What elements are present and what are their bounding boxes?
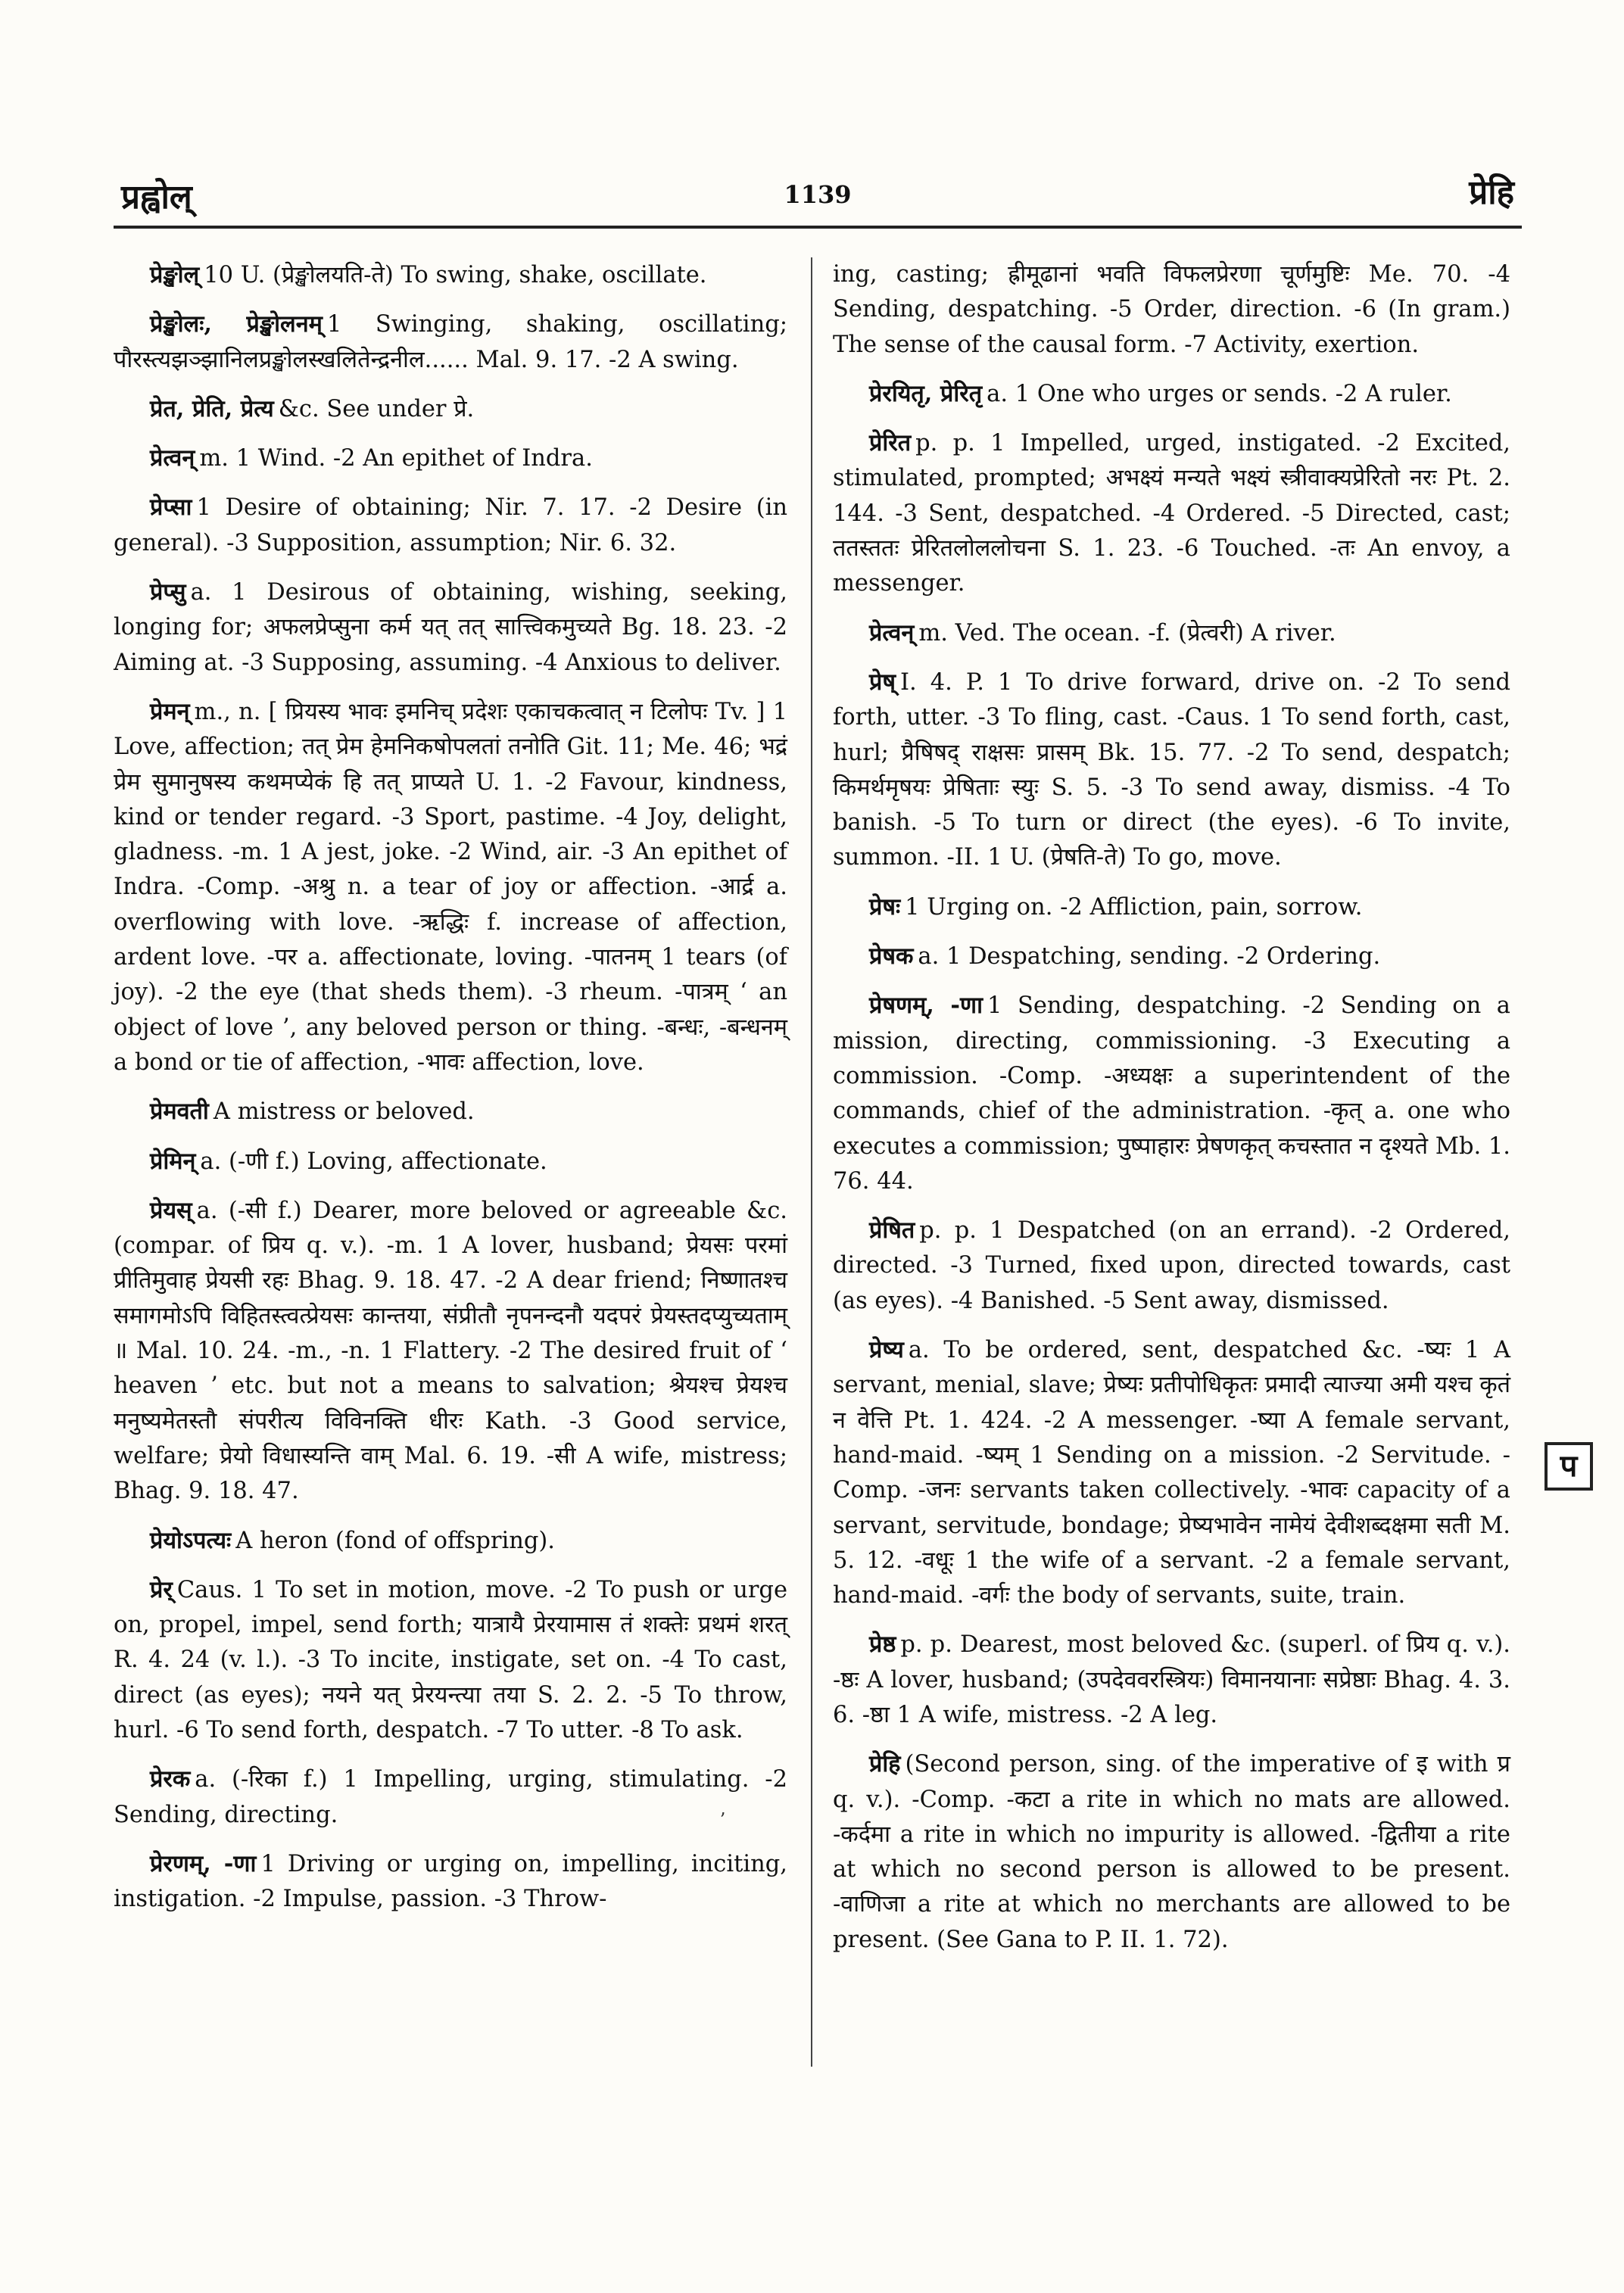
- entry-headword: प्रेष्ठ: [869, 1631, 896, 1659]
- entry-definition: p. p. 1 Despatched (on an errand). -2 Ordered, directed. -3 Turned, fixed upon, directed towards, cast (as eyes). -4 Banished. -5 Sent away, dismissed.: [833, 1217, 1510, 1314]
- entry-headword: प्रेत्वन्: [869, 618, 915, 646]
- dictionary-entry: [114, 441, 787, 476]
- entry-definition: m. 1 Wind. -2 An epithet of Indra.: [199, 445, 593, 472]
- page-number: 1139: [784, 180, 852, 209]
- entry-headword: प्रेङ्खोलः, प्रेङ्खोलनम्: [150, 310, 323, 338]
- dictionary-entry: [114, 1572, 787, 1748]
- entry-definition: Caus. 1 To set in motion, move. -2 To push or urge on, propel, impel, send forth; यात्रायै प्रेरयामास तं शक्तेः प्रथमं शरत् R. 4. 24 (v. l.). -3 To incite, instigate, set on. -4 To cast, direct (as eyes); नयने यत् प्रेरयन्त्या तया S. 2. 2. -5 To throw, hurl. -6 To send forth, despatch. -7 To utter. -8 To ask.: [114, 1576, 787, 1743]
- running-headword-right: प्रेहि: [1469, 173, 1514, 212]
- entry-headword: प्रेर्: [150, 1575, 173, 1603]
- column-divider: [811, 257, 812, 2067]
- entry-headword: प्रेङ्खोल्: [150, 261, 200, 288]
- dictionary-entry: [114, 391, 787, 427]
- entry-headword: प्रेमन्: [150, 697, 190, 725]
- entry-definition: A mistress or beloved.: [213, 1098, 475, 1126]
- entry-headword: प्रेरित: [869, 429, 912, 457]
- dictionary-entry: [833, 1627, 1510, 1733]
- entry-definition: a. 1 One who urges or sends. -2 A ruler.: [987, 380, 1452, 407]
- dictionary-entry: [833, 889, 1510, 925]
- left-column: [114, 257, 787, 1930]
- entry-headword: प्रेषक: [869, 942, 914, 970]
- entry-definition: m. Ved. The ocean. -f. (प्रेत्वरी) A river.: [918, 619, 1336, 646]
- header-rule: [114, 226, 1522, 229]
- entry-definition: p. p. 1 Impelled, urged, instigated. -2 Excited, stimulated, prompted; अभक्ष्यं मन्यते भक्ष्यं स्त्रीवाक्यप्रेरितो नरः Pt. 2. 144. -3 Sent, despatched. -4 Ordered. -5 Directed, cast; ततस्ततः प्रेरितलोललोचना S. 1. 23. -6 Touched. -तः An envoy, a messenger.: [833, 430, 1510, 597]
- entry-definition: I. 4. P. 1 To drive forward, drive on. -2 To send forth, utter. -3 To fling, cast. -Caus. 1 To send forth, cast, hurl; प्रैषिषद् राक्षसः प्रासम् Bk. 15. 77. -2 To send, despatch; किमर्थमृषयः प्रेषिताः स्युः S. 5. -3 To send away, dismiss. -4 To banish. -5 To turn or direct (the eyes). -6 To invite, summon. -II. 1 U. (प्रेषति-ते) To go, move.: [833, 668, 1510, 871]
- dictionary-entry: [833, 376, 1510, 412]
- dictionary-entry: [114, 694, 787, 1080]
- dictionary-entry: [833, 665, 1510, 876]
- entry-definition: a. (-णी f.) Loving, affectionate.: [200, 1148, 547, 1175]
- dictionary-entry: [833, 257, 1510, 363]
- entry-headword: प्रेषणम्, -णा: [869, 992, 983, 1020]
- thumb-index-tab: प: [1545, 1442, 1593, 1491]
- page-header: [114, 157, 1522, 226]
- entry-definition: a. To be ordered, sent, despatched &c. -ष्यः 1 A servant, menial, slave; प्रेष्यः प्रतीपोधिकृतः प्रमादी त्याज्या अमी यश्च कृतं न वेत्ति Pt. 1. 424. -2 A messenger. -ष्या A female servant, hand-maid. -ष्यम् 1 Sending on a mission. -2 Servitude. -Comp. -जनः servants taken collectively. -भावः capacity of a servant, servitude, bondage; प्रेष्यभावेन नामेयं देवीशब्दक्षमा सती M. 5. 12. -वधूः 1 the wife of a servant. -2 a female servant, hand-maid. -वर्गः the body of servants, suite, train.: [833, 1337, 1510, 1609]
- entry-definition: (Second person, sing. of the imperative of इ with प्र q. v.). -Comp. -कटा a rite in which no mats are allowed. -कर्दमा a rite in which no impurity is allowed. -द्वितीया a rite at which no second person is allowed to be present. -वाणिजा a rite at which no merchants are allowed to be present. (See Gana to P. II. 1. 72).: [833, 1751, 1510, 1953]
- entry-definition: 1 Sending, despatching. -2 Sending on a mission, directing, commissioning. -3 Executing a commission. -Comp. -अध्यक्षः a superintendent of the commands, chief of the administration. -कृत् a. one who executes a commission; पुष्पाहारः प्रेषणकृत् कचस्तात न दृश्यते Mb. 1. 76. 44.: [833, 992, 1510, 1195]
- dictionary-entry: [114, 575, 787, 681]
- dictionary-entry: [114, 1193, 787, 1509]
- dictionary-entry: [114, 1846, 787, 1918]
- entry-headword: प्रेप्सु: [150, 578, 186, 606]
- entry-headword: प्रेयोऽपत्यः: [150, 1526, 232, 1554]
- dictionary-entry: [114, 1762, 787, 1833]
- entry-definition: 1 Driving or urging on, impelling, inciting, instigation. -2 Impulse, passion. -3 Throw-: [114, 1850, 787, 1913]
- entry-definition: ing, casting; ह्रीमूढानां भवति विफलप्रेरणा चूर्णमुष्टिः Me. 70. -4 Sending, despatching. -5 Order, direction. -6 (In gram.) The sense of the causal form. -7 Activity, exertion.: [833, 261, 1510, 358]
- entry-headword: प्रेमवती: [150, 1098, 209, 1126]
- entry-headword: प्रेषित: [869, 1217, 915, 1245]
- entry-definition: &c. See under प्रे.: [278, 395, 475, 422]
- dictionary-entry: [833, 1746, 1510, 1958]
- dictionary-entry: [833, 939, 1510, 974]
- dictionary-entry: [833, 425, 1510, 601]
- entry-headword: प्रेहि: [869, 1750, 901, 1778]
- entry-definition: 1 Swinging, shaking, oscillating; पौरस्त्यझञ्झानिलप्रङ्खोलस्खलितेन्द्रनील...... Mal. 9. 17. -2 A swing.: [114, 311, 788, 373]
- entry-definition: 10 U. (प्रेङ्खोलयति-ते) To swing, shake, oscillate.: [204, 262, 707, 288]
- entry-definition: m., n. [ प्रियस्य भावः इमनिच् प्रदेशः एकाचकत्वात् न टिलोपः Tv. ] 1 Love, affection; तत् प्रेम हेमनिकषोपलतां तनोति Git. 11; Me. 46; भद्रं प्रेम सुमानुषस्य कथमप्येकं हि तत् प्राप्यते U. 1. -2 Favour, kindness, kind or tender regard. -3 Sport, pastime. -4 Joy, delight, gladness. -m. 1 A jest, joke. -2 Wind, air. -3 An epithet of Indra. -Comp. -अश्रु n. a tear of joy or affection. -आर्द्र a. overflowing with love. -ऋद्धिः f. increase of affection, ardent love. -पर a. affectionate, loving. -पातनम् 1 tears (of joy). -2 the eye (that sheds them). -3 rheum. -पात्रम् ‘ an object of love ’, any beloved person or thing. -बन्धः, -बन्धनम् a bond or tie of affection, -भावः affection, love.: [114, 698, 787, 1076]
- entry-headword: प्रेरणम्, -णा: [150, 1849, 257, 1877]
- entry-definition: a. (-सी f.) Dearer, more beloved or agreeable &c. (compar. of प्रिय q. v.). -m. 1 A lover, husband; प्रेयसः परमां प्रीतिमुवाह प्रेयसी रहः Bhag. 9. 18. 47. -2 A dear friend; निष्णातश्च समागमोऽपि विहितस्त्वत्प्रेयसः कान्तया, संप्रीतौ नृपनन्दनौ यदपरं प्रेयस्तदप्युच्यताम् ॥ Mal. 10. 24. -m., -n. 1 Flattery. -2 The desired fruit of ‘ heaven ’ etc. but not a means to salvation; श्रेयश्च प्रेयश्च मनुष्यमेतस्तौ संपरीत्य विविनक्ति धीरः Kath. -3 Good service, welfare; प्रेयो विधास्यन्ति वाम् Mal. 6. 19. -सी A wife, mistress; Bhag. 9. 18. 47.: [114, 1197, 787, 1505]
- right-column: [833, 257, 1510, 1971]
- entry-headword: प्रेष्: [869, 668, 896, 696]
- dictionary-entry: [114, 1144, 787, 1179]
- entry-definition: p. p. Dearest, most beloved &c. (superl. of प्रिय q. v.). -ष्ठः A lover, husband; (उपदेववरस्त्रियः) विमानयानाः सप्रेष्ठाः Bhag. 4. 3. 6. -ष्ठा 1 A wife, mistress. -2 A leg.: [833, 1631, 1510, 1728]
- dictionary-entry: [114, 1094, 787, 1129]
- margin-mark: ʼ: [719, 1809, 725, 1830]
- dictionary-entry: [114, 307, 787, 378]
- entry-definition: 1 Desire of obtaining; Nir. 7. 17. -2 Desire (in general). -3 Supposition, assumption; Nir. 6. 32.: [114, 494, 787, 556]
- entry-definition: A heron (fond of offspring).: [235, 1527, 555, 1554]
- dictionary-entry: [114, 1523, 787, 1559]
- entry-headword: प्रेरक: [150, 1765, 191, 1793]
- entry-headword: प्रेयस्: [150, 1196, 192, 1224]
- dictionary-entry: [114, 490, 787, 561]
- entry-headword: प्रेत्वन्: [150, 444, 195, 472]
- entry-headword: प्रेप्सा: [150, 494, 192, 522]
- running-headword-left: प्रह्वोल्: [121, 178, 192, 217]
- dictionary-entry: [833, 615, 1510, 651]
- dictionary-entry: [833, 988, 1510, 1199]
- entry-headword: प्रेष्य: [869, 1336, 904, 1364]
- entry-headword: प्रेमिन्: [150, 1147, 196, 1175]
- entry-headword: प्रेषः: [869, 893, 901, 921]
- entry-definition: a. (-रिका f.) 1 Impelling, urging, stimulating. -2 Sending, directing.: [114, 1766, 787, 1828]
- entry-definition: a. 1 Despatching, sending. -2 Ordering.: [918, 943, 1381, 970]
- dictionary-entry: [114, 257, 787, 293]
- entry-headword: प्रेत, प्रेति, प्रेत्य: [150, 394, 274, 422]
- dictionary-entry: [833, 1213, 1510, 1319]
- entry-definition: a. 1 Desirous of obtaining, wishing, seeking, longing for; अफलप्रेप्सुना कर्म यत् तत् सात्त्विकमुच्यते Bg. 18. 23. -2 Aiming at. -3 Supposing, assuming. -4 Anxious to deliver.: [114, 579, 787, 676]
- entry-definition: 1 Urging on. -2 Affliction, pain, sorrow.: [905, 893, 1363, 921]
- dictionary-entry: [833, 1332, 1510, 1613]
- entry-headword: प्रेरयितृ, प्रेरितृ: [869, 379, 983, 407]
